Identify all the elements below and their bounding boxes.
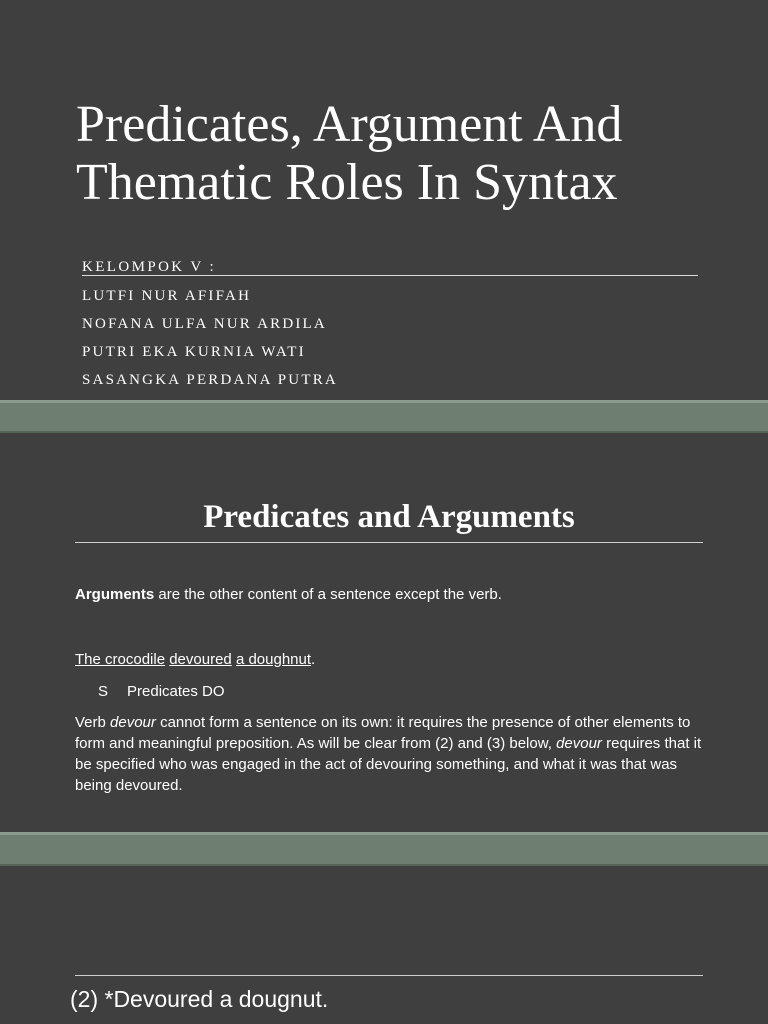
definition-rest: are the other content of a sentence except the verb. <box>154 586 502 603</box>
slide-divider <box>0 400 768 433</box>
label-predicate-object: Predicates DO <box>127 683 225 700</box>
para-part: requires that it be specified who was engaged in the act of devouring something, and what it was that was being devoured. <box>75 735 702 794</box>
member-list <box>82 286 338 398</box>
definition-text <box>75 584 715 605</box>
slide-divider <box>0 832 768 866</box>
para-part: Verb <box>75 714 111 731</box>
example-end: . <box>311 651 316 668</box>
example-sentence <box>75 649 715 670</box>
heading-rule <box>75 975 703 976</box>
example-object: a doughnut <box>235 651 312 668</box>
member-name: SASANGKA PERDANA PUTRA <box>82 372 338 388</box>
definition-term: Arguments <box>75 586 155 603</box>
title-line-1: Predicates, Argument And <box>76 96 623 153</box>
para-italic-word: devour <box>556 735 602 752</box>
predicates-slide <box>0 433 768 832</box>
heading-rule <box>75 542 703 543</box>
member-name: NOFANA ULFA NUR ARDILA <box>82 316 327 332</box>
member-name: LUTFI NUR AFIFAH <box>82 288 252 304</box>
explanation-paragraph <box>75 712 715 796</box>
para-italic-word: devour <box>110 714 156 731</box>
para-part: cannot form a sentence on its own: it requires the presence of other elements to form and meaningful preposition. As will be clear from (2) and (3) below, <box>75 714 691 752</box>
label-subject: S <box>98 683 109 700</box>
example-verb: devoured <box>169 651 232 668</box>
member-name: PUTRI EKA KURNIA WATI <box>82 344 306 360</box>
role-labels <box>98 681 738 702</box>
title-slide <box>0 0 768 400</box>
example-2: (2) *Devoured a dougnut. <box>70 986 329 1012</box>
group-label: KELOMPOK V : <box>82 259 698 276</box>
title-line-2: Thematic Roles In Syntax <box>76 154 618 211</box>
example-slide <box>0 866 768 1024</box>
example-subject: The crocodile <box>75 651 166 668</box>
slide-heading: Predicates and Arguments <box>203 499 575 535</box>
presentation-title <box>76 96 736 212</box>
